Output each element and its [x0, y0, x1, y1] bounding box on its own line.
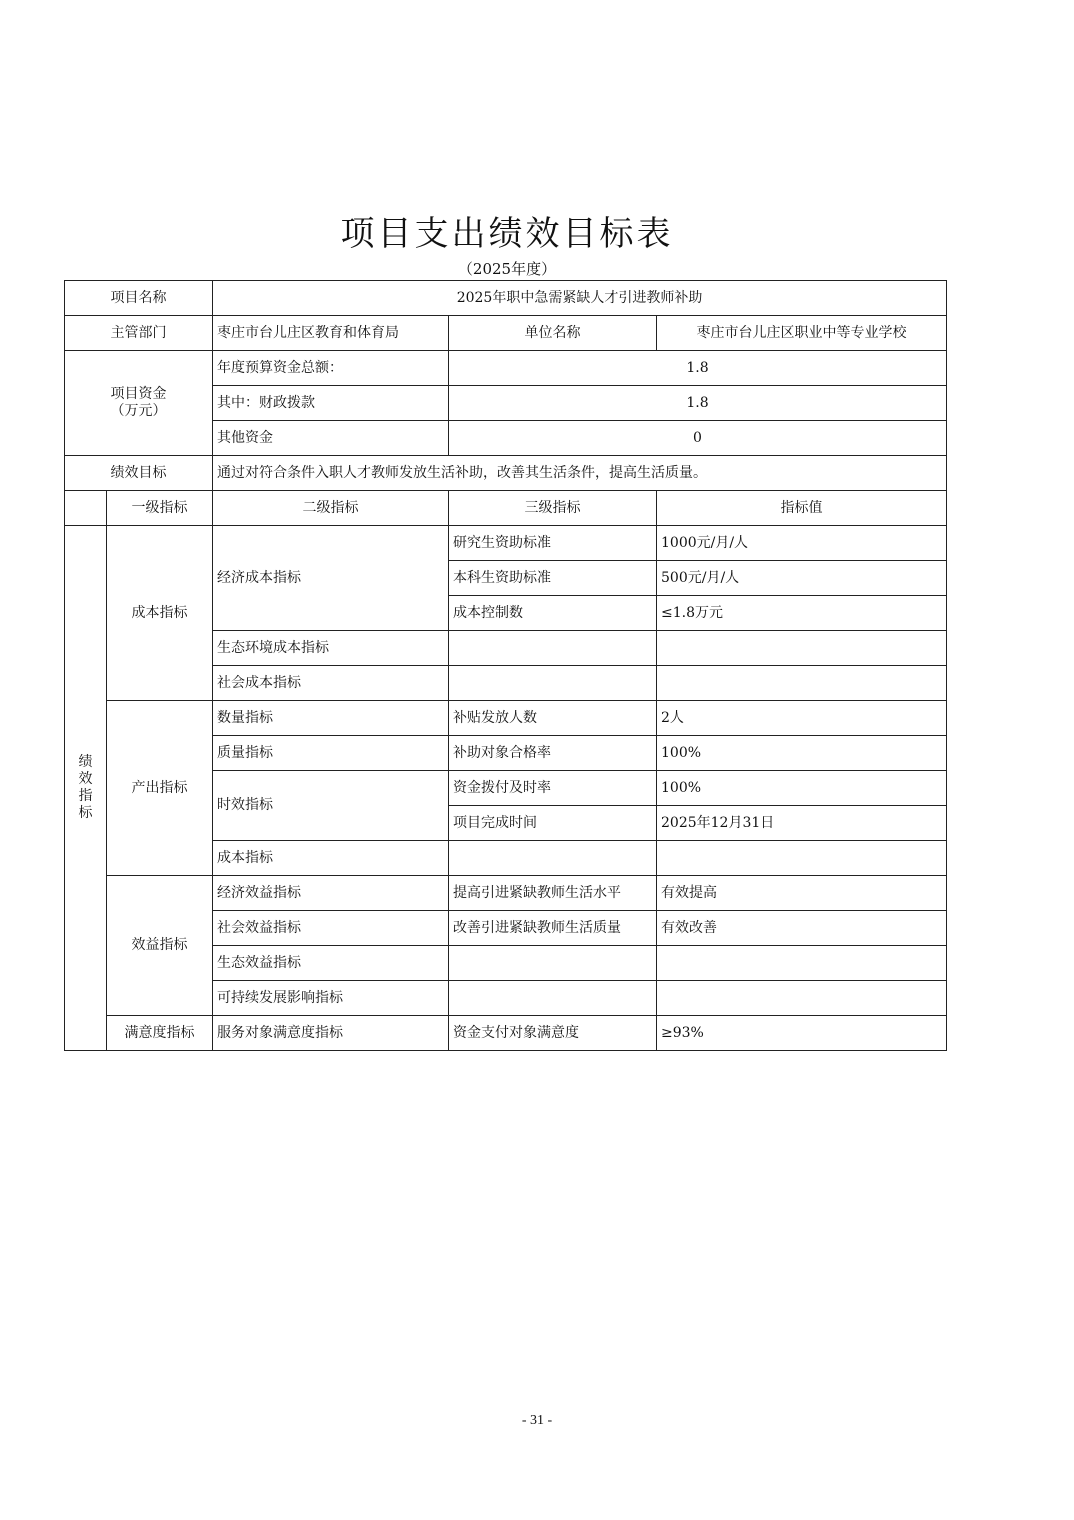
department-label: 主管部门: [65, 316, 213, 351]
level3-cell: 成本控制数: [449, 596, 657, 631]
table-header-row: [65, 491, 947, 526]
quality-label: 质量指标: [213, 736, 449, 771]
table-row: [65, 1016, 947, 1051]
funds-fiscal-value: 1.8: [449, 386, 947, 421]
value-cell: 500元/月/人: [657, 561, 947, 596]
sustainable-impact-label: 可持续发展影响指标: [213, 981, 449, 1016]
level3-cell: 补贴发放人数: [449, 701, 657, 736]
level3-cell: [449, 841, 657, 876]
value-cell: [657, 841, 947, 876]
funds-fiscal-label: 其中：财政拨款: [213, 386, 449, 421]
value-cell: 有效改善: [657, 911, 947, 946]
table-row: [65, 351, 947, 386]
funds-label: [65, 351, 213, 456]
eco-env-cost-label: 生态环境成本指标: [213, 631, 449, 666]
level3-cell: 研究生资助标准: [449, 526, 657, 561]
value-cell: [657, 631, 947, 666]
value-cell: 2025年12月31日: [657, 806, 947, 841]
page-number: - 31 -: [521, 1413, 553, 1428]
funds-other-label: 其他资金: [213, 421, 449, 456]
timeliness-label: 时效指标: [213, 771, 449, 841]
value-cell: [657, 981, 947, 1016]
header-level3: 三级指标: [449, 491, 657, 526]
level3-cell: [449, 981, 657, 1016]
value-cell: [657, 946, 947, 981]
table-row: [65, 281, 947, 316]
level3-cell: 资金拨付及时率: [449, 771, 657, 806]
value-cell: [657, 666, 947, 701]
table-row: [65, 876, 947, 911]
unit-name-value: 枣庄市台儿庄区职业中等专业学校: [657, 316, 947, 351]
cost-indicator-label: 成本指标: [107, 526, 213, 701]
indicators-label-char: 标: [78, 805, 93, 821]
header-level1: 一级指标: [107, 491, 213, 526]
level3-cell: 项目完成时间: [449, 806, 657, 841]
indicators-label-char: 效: [78, 771, 93, 787]
value-cell: 100%: [657, 771, 947, 806]
goal-label: 绩效目标: [65, 456, 213, 491]
funds-total-value: 1.8: [449, 351, 947, 386]
project-name-label: 项目名称: [65, 281, 213, 316]
level3-cell: [449, 946, 657, 981]
funds-label-line2: （万元）: [110, 403, 167, 419]
table-row: [65, 316, 947, 351]
value-cell: 1000元/月/人: [657, 526, 947, 561]
level3-cell: 改善引进紧缺教师生活质量: [449, 911, 657, 946]
funds-other-value: 0: [449, 421, 947, 456]
performance-table: [64, 280, 947, 1051]
level3-cell: 补助对象合格率: [449, 736, 657, 771]
project-name-value: 2025年职中急需紧缺人才引进教师补助: [213, 281, 947, 316]
value-cell: 2人: [657, 701, 947, 736]
funds-total-label: 年度预算资金总额：: [213, 351, 449, 386]
social-cost-label: 社会成本指标: [213, 666, 449, 701]
header-blank: [65, 491, 107, 526]
table-row: [65, 456, 947, 491]
economic-cost-label: 经济成本指标: [213, 526, 449, 631]
header-level2: 二级指标: [213, 491, 449, 526]
funds-label-line1: 项目资金: [110, 386, 167, 402]
value-cell: ≤1.8万元: [657, 596, 947, 631]
indicators-label: [65, 526, 107, 1051]
level3-cell: 本科生资助标准: [449, 561, 657, 596]
value-cell: 100%: [657, 736, 947, 771]
page-title: 项目支出绩效目标表: [340, 214, 674, 254]
indicators-label-char: 绩: [78, 754, 93, 770]
department-value: 枣庄市台儿庄区教育和体育局: [213, 316, 449, 351]
output-indicator-label: 产出指标: [107, 701, 213, 876]
header-value: 指标值: [657, 491, 947, 526]
satisfaction-indicator-label: 满意度指标: [107, 1016, 213, 1051]
table-row: [65, 526, 947, 561]
service-satisfaction-label: 服务对象满意度指标: [213, 1016, 449, 1051]
economic-benefit-label: 经济效益指标: [213, 876, 449, 911]
quantity-label: 数量指标: [213, 701, 449, 736]
level3-cell: 资金支付对象满意度: [449, 1016, 657, 1051]
level3-cell: [449, 631, 657, 666]
benefit-indicator-label: 效益指标: [107, 876, 213, 1016]
level3-cell: 提高引进紧缺教师生活水平: [449, 876, 657, 911]
output-cost-label: 成本指标: [213, 841, 449, 876]
table-row: [65, 701, 947, 736]
value-cell: ≥93%: [657, 1016, 947, 1051]
goal-value: 通过对符合条件入职人才教师发放生活补助，改善其生活条件，提高生活质量。: [213, 456, 947, 491]
unit-name-label: 单位名称: [449, 316, 657, 351]
indicators-label-text: [69, 754, 102, 822]
indicators-label-char: 指: [78, 788, 93, 804]
ecological-benefit-label: 生态效益指标: [213, 946, 449, 981]
fiscal-year: （2025年度）: [457, 260, 557, 278]
social-benefit-label: 社会效益指标: [213, 911, 449, 946]
value-cell: 有效提高: [657, 876, 947, 911]
level3-cell: [449, 666, 657, 701]
